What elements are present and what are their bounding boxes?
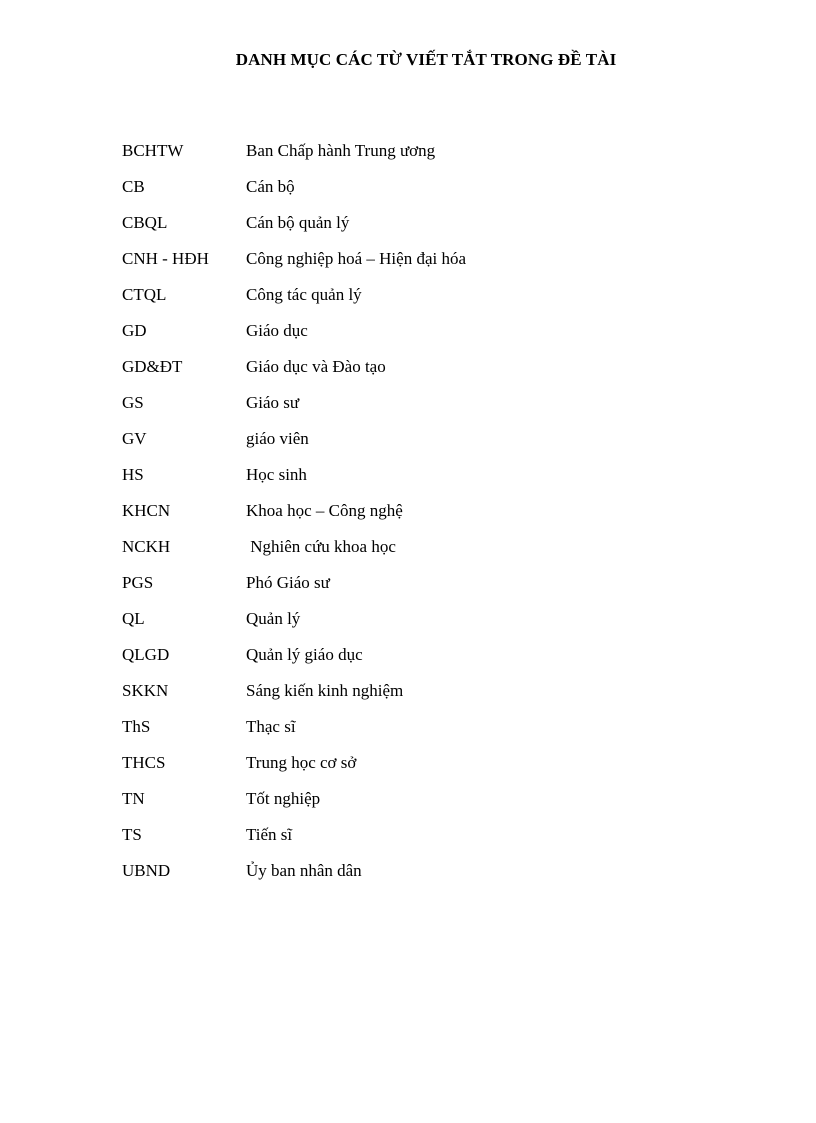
abbreviation-term: CNH - HĐH <box>122 249 209 268</box>
abbreviation-term: TS <box>122 825 142 844</box>
abbreviation-list <box>122 133 466 889</box>
abbreviation-term: GV <box>122 429 147 448</box>
abbreviation-term: GS <box>122 393 144 412</box>
abbreviation-definition: Công tác quản lý <box>246 285 362 304</box>
abbreviation-row <box>122 781 466 817</box>
abbreviation-row <box>122 637 466 673</box>
abbreviation-term: KHCN <box>122 501 171 520</box>
abbreviation-row <box>122 565 466 601</box>
abbreviation-row <box>122 457 466 493</box>
abbreviation-term: ThS <box>122 717 151 736</box>
abbreviation-row <box>122 493 466 529</box>
abbreviation-definition: Thạc sĩ <box>246 717 296 736</box>
abbreviation-row <box>122 817 466 853</box>
abbreviation-term: GD <box>122 321 147 340</box>
abbreviation-term: SKKN <box>122 681 169 700</box>
abbreviation-definition: Cán bộ quản lý <box>246 213 350 232</box>
abbreviation-row <box>122 673 466 709</box>
abbreviation-definition: Sáng kiến kinh nghiệm <box>246 681 404 700</box>
abbreviation-definition: Cán bộ <box>246 177 295 196</box>
page-title: DANH MỤC CÁC TỪ VIẾT TẮT TRONG ĐỀ TÀI <box>235 50 617 69</box>
abbreviation-row <box>122 169 466 205</box>
abbreviation-term: PGS <box>122 573 154 592</box>
abbreviation-definition: giáo viên <box>246 429 309 448</box>
abbreviation-definition: Tiến sĩ <box>246 825 293 844</box>
abbreviation-term: UBND <box>122 861 171 880</box>
abbreviation-term: QL <box>122 609 145 628</box>
abbreviation-row <box>122 385 466 421</box>
abbreviation-definition: Quản lý giáo dục <box>246 645 363 664</box>
abbreviation-row <box>122 205 466 241</box>
abbreviation-term: HS <box>122 465 144 484</box>
abbreviation-row <box>122 313 466 349</box>
abbreviation-term: CBQL <box>122 213 168 232</box>
abbreviation-row <box>122 601 466 637</box>
abbreviation-definition: Trung học cơ sở <box>246 753 357 772</box>
abbreviation-definition: Quản lý <box>246 609 301 628</box>
abbreviation-term: BCHTW <box>122 141 184 160</box>
abbreviation-term: NCKH <box>122 537 171 556</box>
abbreviation-row <box>122 241 466 277</box>
abbreviation-row <box>122 349 466 385</box>
abbreviation-row <box>122 709 466 745</box>
abbreviation-definition: Công nghiệp hoá – Hiện đại hóa <box>246 249 467 268</box>
abbreviation-definition: Giáo sư <box>246 393 300 412</box>
abbreviation-term: THCS <box>122 753 166 772</box>
abbreviation-row <box>122 277 466 313</box>
abbreviation-row <box>122 133 466 169</box>
abbreviation-term: CTQL <box>122 285 167 304</box>
abbreviation-definition: Giáo dục và Đào tạo <box>246 357 386 376</box>
abbreviation-row <box>122 421 466 457</box>
abbreviation-row <box>122 529 466 565</box>
abbreviation-definition: Ủy ban nhân dân <box>246 861 362 880</box>
abbreviation-term: TN <box>122 789 145 808</box>
abbreviation-definition: Khoa học – Công nghệ <box>246 501 403 520</box>
abbreviation-definition: Tốt nghiệp <box>246 789 321 808</box>
abbreviation-definition: Ban Chấp hành Trung ương <box>246 141 436 160</box>
abbreviation-definition: Giáo dục <box>246 321 308 340</box>
abbreviation-definition: Phó Giáo sư <box>246 573 330 592</box>
abbreviation-term: QLGD <box>122 645 170 664</box>
abbreviation-definition: Nghiên cứu khoa học <box>246 537 396 556</box>
abbreviation-term: GD&ĐT <box>122 357 183 376</box>
abbreviation-row <box>122 853 466 889</box>
abbreviation-row <box>122 745 466 781</box>
abbreviation-definition: Học sinh <box>246 465 307 484</box>
abbreviation-term: CB <box>122 177 145 196</box>
